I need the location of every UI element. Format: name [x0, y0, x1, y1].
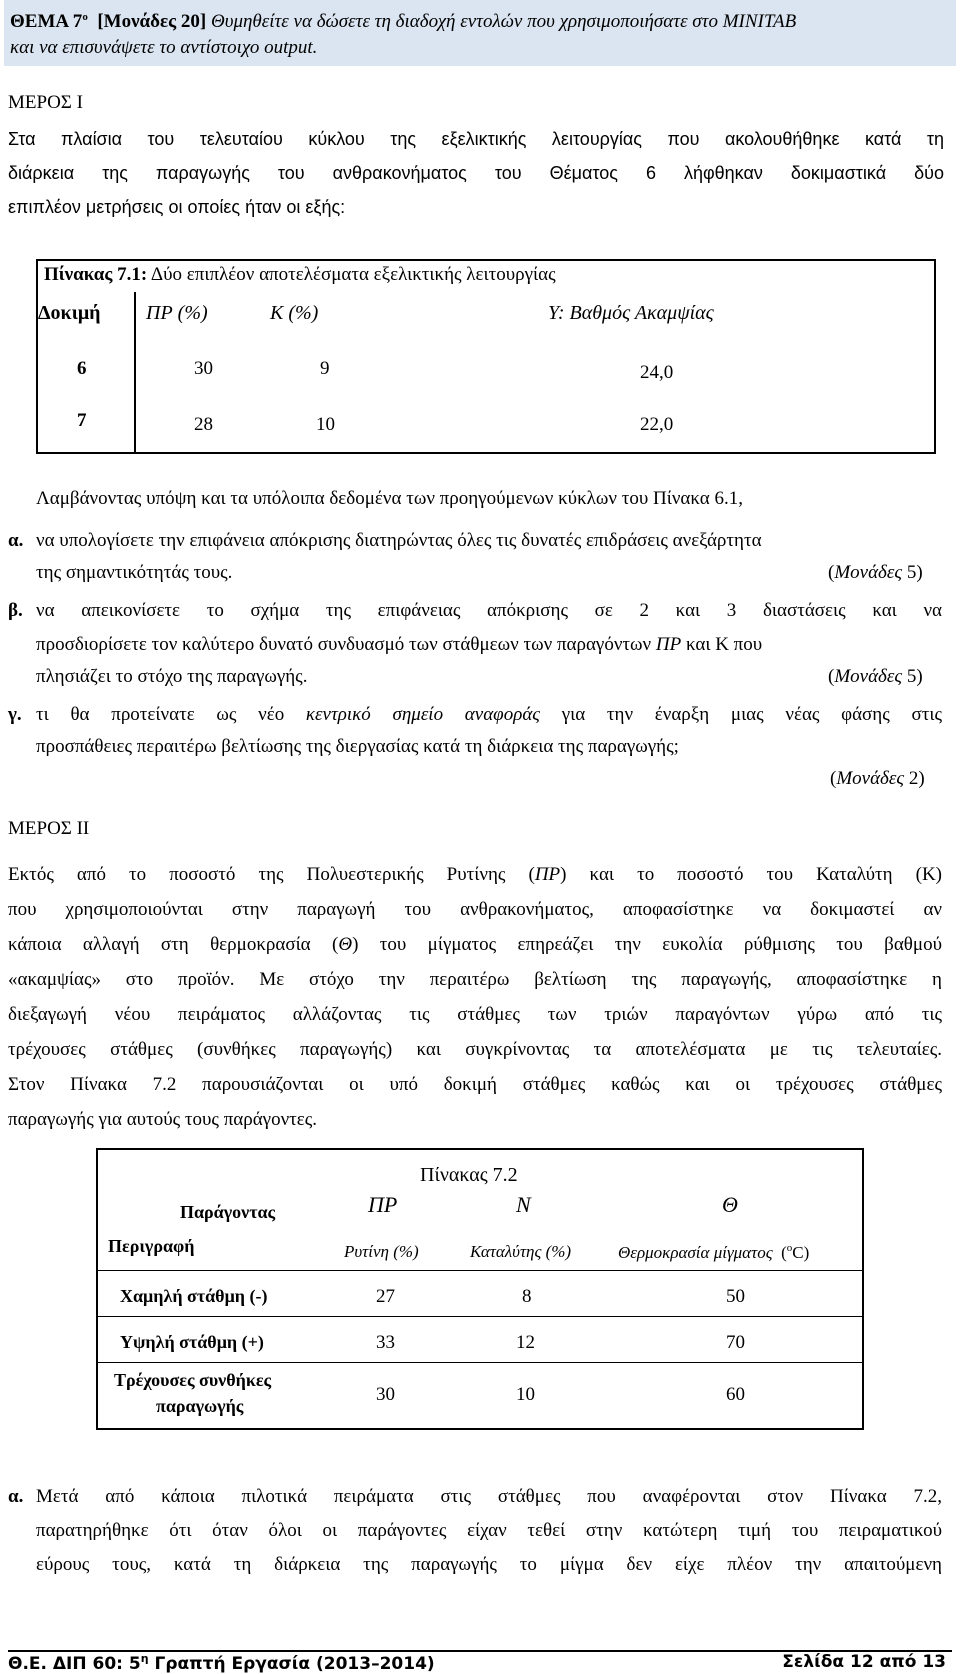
table-7-2-row-1-pr: 27 — [376, 1286, 395, 1307]
question-a-line-2: της σημαντικότητάς τους. — [36, 562, 233, 583]
table-7-2-row-3-label-1: Τρέχουσες συνθήκες — [114, 1370, 272, 1390]
question-b-line-3: πλησιάζει το στόχο της παραγωγής. — [36, 666, 308, 687]
table-7-2-row-1-label: Χαμηλή στάθμη (-) — [120, 1286, 268, 1306]
part2-para-line-4: «ακαμψίας» στο προϊόν. Με στόχο την περαιτέρω βελτίωση της παραγωγής, αποφασίστηκε η — [8, 969, 942, 990]
part2-para-line-5: διεξαγωγή νέου πειράματος αλλάζοντας τις στάθμες των τριών παραγόντων γύρω από τις — [8, 1004, 942, 1025]
table-7-1-row-1-k: 9 — [320, 358, 330, 379]
header-line-2: και να επισυνάψετε το αντίστοιχο output. — [10, 37, 318, 58]
exercise-marks: [Μονάδες 20] — [97, 11, 207, 32]
question-a-label: α. — [8, 530, 24, 551]
table-7-1-row-2-y: 22,0 — [640, 414, 674, 435]
table-7-2-description-label: Περιγραφή — [108, 1236, 195, 1256]
exercise-instruction: Θυμηθείτε να δώσετε τη διαδοχή εντολών που χρησιμοποιήσατε στο MINITAB — [211, 11, 797, 32]
part2-question-a-label: α. — [8, 1486, 24, 1507]
table-7-2-factor-n: Ν — [516, 1192, 531, 1217]
table-7-2-row-3-n: 10 — [516, 1384, 535, 1405]
table-7-2-row-3-pr: 30 — [376, 1384, 395, 1405]
part2-question-a-line-3: εύρους τους, κατά τη διάρκεια της παραγωγής το μίγμα δεν είχε πλέον την απαιτούμενη — [36, 1554, 942, 1575]
part1-intro-line-2: διάρκεια της παραγωγής του ανθρακονήματος του Θέματος 6 λήφθηκαν δοκιμαστικά δύο — [8, 163, 944, 183]
table-7-1-header-pr: ΠΡ (%) — [146, 302, 208, 324]
table-7-2-row-3-label-2: παραγωγής — [156, 1396, 244, 1416]
table-7-1-row-1-y: 24,0 — [640, 362, 674, 383]
table-7-2-desc-theta: Θερμοκρασία μίγματος ($^o$C) — [618, 1242, 810, 1262]
table-7-1-row-2-pr: 28 — [194, 414, 213, 435]
question-c-line-2: προσπάθειες περαιτέρω βελτίωσης της διεργασίας κατά τη διάρκεια της παραγωγής; — [36, 736, 679, 757]
table-7-2-factors-label: Παράγοντας — [180, 1202, 276, 1222]
footer-page-number: Σελίδα 12 από 13 — [782, 1652, 946, 1672]
question-c-marks: (Μονάδες 2) — [830, 768, 925, 789]
table-7-2-row-1-theta: 50 — [726, 1286, 745, 1307]
table-7-2-rule-2 — [96, 1316, 864, 1317]
part2-heading: ΜΕΡΟΣ ΙΙ — [8, 818, 90, 839]
table-7-2-desc-pr: Ρυτίνη (%) — [344, 1242, 419, 1261]
table-7-2-row-2-label: Υψηλή στάθμη (+) — [120, 1332, 264, 1352]
table-7-2-rule-1 — [96, 1270, 864, 1271]
table-7-1-row-1-pr: 30 — [194, 358, 213, 379]
table-7-1-row-1-trial: 6 — [77, 358, 87, 379]
question-c-line-1: τι θα προτείνατε ως νέο κεντρικό σημείο αναφοράς για την έναρξη μιας νέας φάσης στις — [36, 704, 942, 725]
part1-intro-line-3: επιπλέον μετρήσεις οι οποίες ήταν οι εξής: — [8, 197, 346, 217]
exercise-title: ΘΕΜΑ $7^o$ — [10, 11, 88, 32]
table-7-1 — [36, 259, 936, 454]
table-7-2-factor-theta: Θ — [722, 1192, 738, 1217]
table-7-2-rule-3 — [96, 1362, 864, 1363]
table-7-1-header-k: Κ (%) — [270, 302, 319, 324]
table-7-2-row-2-theta: 70 — [726, 1332, 745, 1353]
part2-question-a-line-1: Μετά από κάποια πιλοτικά πειράματα στις στάθμες που αναφέρονται στον Πίνακα 7.2, — [36, 1486, 942, 1507]
question-b-line-1: να απεικονίσετε το σχήμα της επιφάνειας απόκρισης σε 2 και 3 διαστάσεις και να — [36, 600, 942, 621]
footer-left: Θ.Ε. ΔΙΠ 60: $5^\eta$ Γραπτή Εργασία (2013–2014) — [8, 1652, 435, 1674]
table-7-2-row-1-n: 8 — [522, 1286, 532, 1307]
question-b-label: β. — [8, 600, 23, 621]
table-7-2-row-2-pr: 33 — [376, 1332, 395, 1353]
part2-para-line-6: τρέχουσες στάθμες (συνθήκες παραγωγής) και συγκρίνοντας τα αποτελέσματα με τις τελευταίες. — [8, 1039, 942, 1060]
table-7-2-title: Πίνακας 7.2 — [420, 1164, 518, 1186]
table-7-1-caption: Πίνακας 7.1: Δύο επιπλέον αποτελέσματα εξελικτικής λειτουργίας — [44, 264, 556, 285]
part1-heading: ΜΕΡΟΣ Ι — [8, 92, 83, 113]
part2-para-line-7: Στον Πίνακα 7.2 παρουσιάζονται οι υπό δοκιμή στάθμες καθώς και οι τρέχουσες στάθμες — [8, 1074, 942, 1095]
part2-para-line-3: κάποια αλλαγή στη θερμοκρασία (Θ) του μίγματος επηρεάζει την ευκολία ρύθμισης του βαθμού — [8, 934, 942, 955]
table-7-1-header-trial: Δοκιμή — [38, 302, 101, 324]
question-b-line-2: προσδιορίσετε τον καλύτερο δυνατό συνδυασμό των στάθμεων των παραγόντων ΠΡ και Κ που — [36, 634, 763, 655]
table-7-2-row-2-n: 12 — [516, 1332, 535, 1353]
table-7-1-divider — [134, 292, 136, 454]
question-b-marks: (Μονάδες 5) — [828, 666, 923, 687]
question-a-marks: (Μονάδες 5) — [828, 562, 923, 583]
table-7-2-factor-pr: ΠΡ — [368, 1192, 398, 1217]
question-a-line-1: να υπολογίσετε την επιφάνεια απόκρισης διατηρώντας όλες τις δυνατές επιδράσεις ανεξάρτητα — [36, 530, 762, 551]
table-7-1-row-2-trial: 7 — [77, 410, 87, 431]
table-7-2-desc-n: Καταλύτης (%) — [470, 1242, 572, 1261]
part2-question-a-line-2: παρατηρήθηκε ότι όταν όλοι οι παράγοντες είχαν τεθεί στην κατώτερη τιμή του πειραματικού — [36, 1520, 942, 1541]
part1-lead: Λαμβάνοντας υπόψη και τα υπόλοιπα δεδομένα των προηγούμενων κύκλων του Πίνακα 6.1, — [36, 488, 743, 509]
part2-para-line-2: που χρησιμοποιούνται στην παραγωγή του ανθρακονήματος, αποφασίστηκε να δοκιμαστεί αν — [8, 899, 942, 920]
table-7-2-row-3-theta: 60 — [726, 1384, 745, 1405]
part2-para-line-1: Εκτός από το ποσοστό της Πολυεστερικής Ρυτίνης (ΠΡ) και το ποσοστό του Καταλύτη (Κ) — [8, 864, 942, 885]
part1-intro-line-1: Στα πλαίσια του τελευταίου κύκλου της εξελικτικής λειτουργίας που ακολουθήθηκε κατά τη — [8, 129, 944, 149]
part2-para-line-8: παραγωγής για αυτούς τους παράγοντες. — [8, 1109, 318, 1130]
table-7-1-row-2-k: 10 — [316, 414, 335, 435]
question-c-label: γ. — [8, 704, 22, 725]
table-7-1-header-y: Υ: Βαθμός Ακαμψίας — [548, 302, 714, 324]
